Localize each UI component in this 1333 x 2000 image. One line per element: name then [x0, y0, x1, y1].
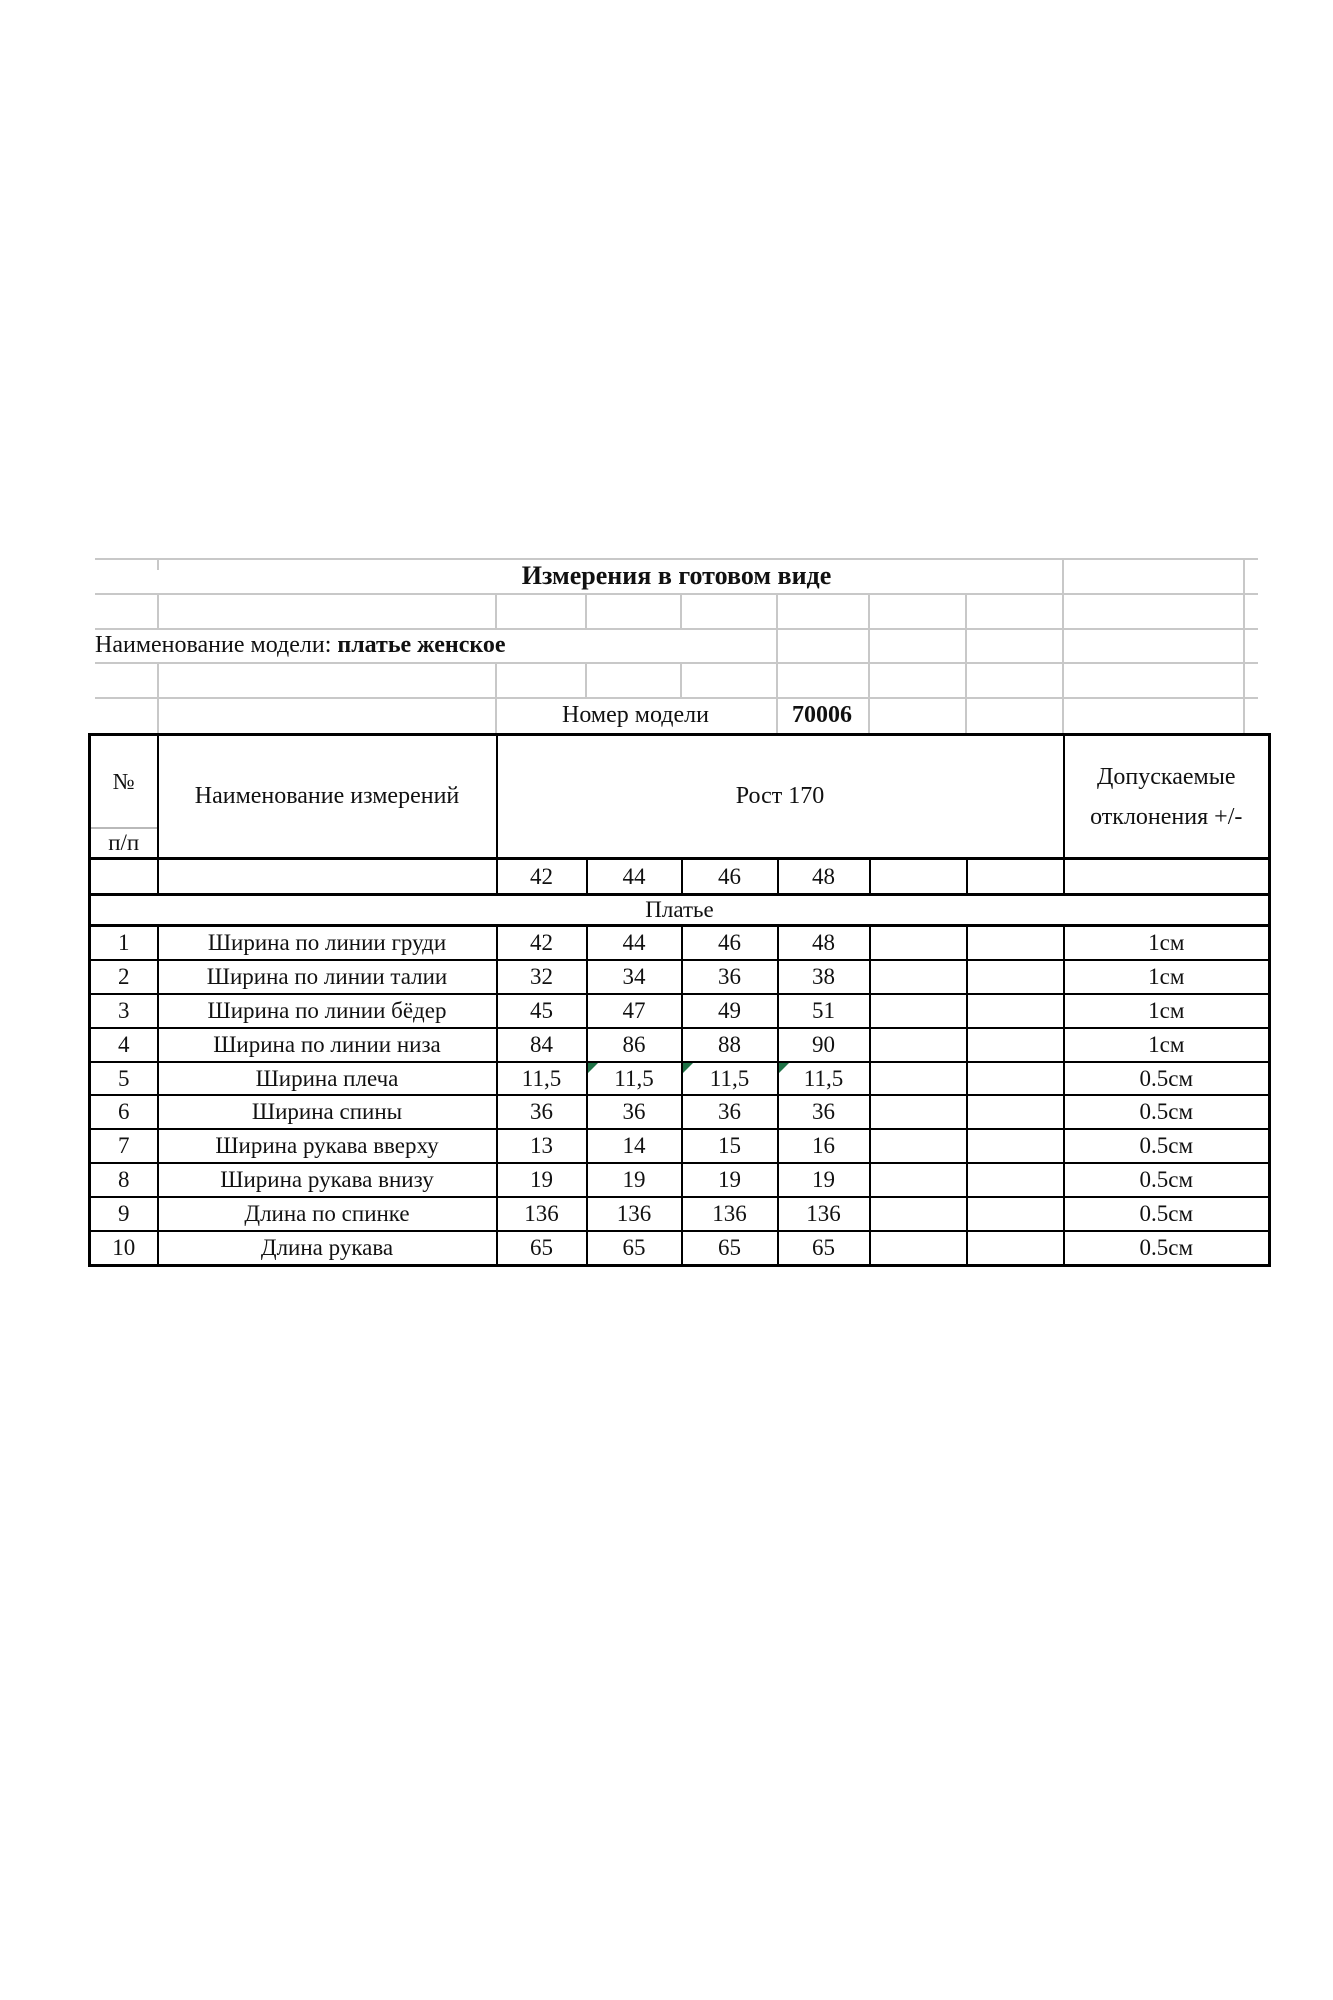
gridline-v — [495, 593, 497, 628]
gridline-v — [776, 662, 778, 697]
size-value-cell: 44 — [587, 926, 682, 960]
table-row — [90, 1231, 1270, 1265]
gridline-v — [776, 593, 778, 628]
size-value-cell: 51 — [778, 994, 870, 1028]
num-header-cell — [90, 735, 158, 859]
size-value-cell: 19 — [682, 1163, 778, 1197]
empty-cell — [870, 1062, 967, 1096]
gridline-v — [585, 593, 587, 628]
size-value-cell: 65 — [778, 1231, 870, 1265]
measurements-table — [88, 733, 1271, 1267]
size-value-cell: 13 — [497, 1129, 587, 1163]
deviation-cell: 0.5см — [1064, 1095, 1270, 1129]
size-value-cell: 65 — [587, 1231, 682, 1265]
green-triangle-indicator — [683, 1063, 693, 1073]
empty-cell — [967, 1095, 1064, 1129]
size-value-cell: 11,5 — [682, 1062, 778, 1096]
gridline-v — [680, 662, 682, 697]
section-row — [90, 895, 1270, 926]
measurement-name-cell: Ширина плеча — [158, 1062, 497, 1096]
size-header-cell: 42 — [497, 859, 587, 895]
size-value-cell: 86 — [587, 1028, 682, 1062]
empty-cell — [90, 859, 158, 895]
size-value-cell: 19 — [587, 1163, 682, 1197]
gridline-v — [1243, 628, 1245, 662]
measurement-name-cell: Ширина по линии низа — [158, 1028, 497, 1062]
size-value-cell: 19 — [778, 1163, 870, 1197]
gridline-v — [680, 593, 682, 628]
measurement-name-cell: Ширина по линии бёдер — [158, 994, 497, 1028]
size-value-cell: 65 — [497, 1231, 587, 1265]
gridline-v — [1062, 662, 1064, 697]
empty-cell — [870, 1231, 967, 1265]
row-number-cell: 8 — [90, 1163, 158, 1197]
gridline-v — [965, 628, 967, 662]
num-header-bottom: п/п — [91, 827, 157, 857]
row-number-cell: 7 — [90, 1129, 158, 1163]
measurement-header-cell: Наименование измерений — [158, 735, 497, 859]
empty-cell — [967, 1062, 1064, 1096]
gridline-v — [868, 662, 870, 697]
gridline-h — [95, 662, 1258, 664]
size-value-cell: 16 — [778, 1129, 870, 1163]
gridline-v — [965, 593, 967, 628]
size-value-cell: 36 — [682, 1095, 778, 1129]
empty-cell — [967, 1231, 1064, 1265]
size-value-cell: 90 — [778, 1028, 870, 1062]
deviation-cell: 1см — [1064, 1028, 1270, 1062]
empty-cell — [870, 926, 967, 960]
size-value-cell: 36 — [778, 1095, 870, 1129]
size-header-cell: 48 — [778, 859, 870, 895]
empty-cell — [870, 1129, 967, 1163]
gridline-v — [1062, 593, 1064, 628]
deviation-header-line1: Допускаемые — [1097, 763, 1236, 790]
measurement-name-cell: Ширина спины — [158, 1095, 497, 1129]
empty-cell — [870, 859, 967, 895]
gridline-v — [776, 628, 778, 662]
size-value-cell: 11,5 — [778, 1062, 870, 1096]
gridline-v — [585, 662, 587, 697]
size-value-cell: 11,5 — [587, 1062, 682, 1096]
table-row — [90, 926, 1270, 960]
size-value-cell: 14 — [587, 1129, 682, 1163]
row-number-cell: 10 — [90, 1231, 158, 1265]
measurement-name-cell: Длина рукава — [158, 1231, 497, 1265]
deviation-cell: 1см — [1064, 960, 1270, 994]
measurement-name-cell: Ширина по линии груди — [158, 926, 497, 960]
empty-cell — [870, 994, 967, 1028]
row-number-cell: 1 — [90, 926, 158, 960]
table-row — [90, 1095, 1270, 1129]
size-value-cell: 45 — [497, 994, 587, 1028]
deviation-header-cell — [1064, 735, 1270, 859]
size-value-cell: 136 — [497, 1197, 587, 1231]
sheet-title: Измерения в готовом виде — [521, 561, 832, 590]
size-value-cell: 36 — [587, 1095, 682, 1129]
gridline-v — [1062, 628, 1064, 662]
measurement-name-cell: Длина по спинке — [158, 1197, 497, 1231]
gridline-v — [868, 628, 870, 662]
empty-cell — [870, 1095, 967, 1129]
table-row — [90, 1163, 1270, 1197]
deviation-cell: 0.5см — [1064, 1197, 1270, 1231]
model-name-row — [95, 628, 506, 662]
green-triangle-indicator — [779, 1063, 789, 1073]
size-header-cell: 44 — [587, 859, 682, 895]
row-number-cell: 2 — [90, 960, 158, 994]
empty-cell — [870, 960, 967, 994]
size-value-cell: 136 — [682, 1197, 778, 1231]
empty-cell — [967, 960, 1064, 994]
empty-cell — [967, 1197, 1064, 1231]
empty-cell — [967, 994, 1064, 1028]
table-row — [90, 1062, 1270, 1096]
section-label-cell: Платье — [90, 895, 1270, 926]
gridline-v — [1243, 593, 1245, 628]
deviation-cell: 0.5см — [1064, 1062, 1270, 1096]
gridline-v — [1243, 662, 1245, 697]
measurement-name-cell: Ширина рукава вверху — [158, 1129, 497, 1163]
size-value-cell: 42 — [497, 926, 587, 960]
gridline-h — [95, 593, 1258, 595]
empty-cell — [1064, 859, 1270, 895]
empty-cell — [967, 1163, 1064, 1197]
deviation-cell: 0.5см — [1064, 1129, 1270, 1163]
gridline-v — [1243, 697, 1245, 733]
empty-cell — [870, 1197, 967, 1231]
gridline-v — [868, 697, 870, 733]
deviation-cell: 0.5см — [1064, 1231, 1270, 1265]
size-header-cell: 46 — [682, 859, 778, 895]
gridline-v — [1062, 697, 1064, 733]
size-value-cell: 136 — [587, 1197, 682, 1231]
gridline-v — [157, 697, 159, 733]
model-name-label: Наименование модели: — [95, 632, 332, 658]
table-row — [90, 994, 1270, 1028]
size-value-cell: 65 — [682, 1231, 778, 1265]
row-number-cell: 5 — [90, 1062, 158, 1096]
size-value-cell: 36 — [682, 960, 778, 994]
model-number-value: 70006 — [792, 702, 852, 728]
empty-cell — [967, 859, 1064, 895]
size-value-cell: 34 — [587, 960, 682, 994]
gridline-v — [965, 697, 967, 733]
table-row — [90, 1129, 1270, 1163]
empty-cell — [967, 926, 1064, 960]
height-header-cell: Рост 170 — [497, 735, 1064, 859]
deviation-header-line2: отклонения +/- — [1090, 803, 1243, 830]
size-value-cell: 46 — [682, 926, 778, 960]
size-value-cell: 136 — [778, 1197, 870, 1231]
size-value-cell: 84 — [497, 1028, 587, 1062]
size-value-cell: 48 — [778, 926, 870, 960]
deviation-cell: 0.5см — [1064, 1163, 1270, 1197]
gridline-v — [157, 593, 159, 628]
deviation-cell: 1см — [1064, 994, 1270, 1028]
gridline-v — [495, 662, 497, 697]
measurement-name-cell: Ширина рукава внизу — [158, 1163, 497, 1197]
size-value-cell: 38 — [778, 960, 870, 994]
empty-cell — [967, 1129, 1064, 1163]
size-value-cell: 47 — [587, 994, 682, 1028]
size-value-cell: 88 — [682, 1028, 778, 1062]
measurement-name-cell: Ширина по линии талии — [158, 960, 497, 994]
model-number-label: Номер модели — [562, 702, 709, 728]
gridline-v — [868, 593, 870, 628]
green-triangle-indicator — [588, 1063, 598, 1073]
size-value-cell: 36 — [497, 1095, 587, 1129]
gridline-v — [965, 662, 967, 697]
model-name-value: платье женское — [337, 632, 506, 658]
table-row — [90, 1028, 1270, 1062]
empty-cell — [870, 1163, 967, 1197]
empty-cell — [870, 1028, 967, 1062]
deviation-cell: 1см — [1064, 926, 1270, 960]
empty-cell — [967, 1028, 1064, 1062]
size-value-cell: 19 — [497, 1163, 587, 1197]
size-value-cell: 32 — [497, 960, 587, 994]
row-number-cell: 4 — [90, 1028, 158, 1062]
row-number-cell: 9 — [90, 1197, 158, 1231]
table-row — [90, 1197, 1270, 1231]
row-number-cell: 3 — [90, 994, 158, 1028]
row-number-cell: 6 — [90, 1095, 158, 1129]
size-header-row — [90, 859, 1270, 895]
empty-cell — [158, 859, 497, 895]
size-value-cell: 11,5 — [497, 1062, 587, 1096]
size-value-cell: 49 — [682, 994, 778, 1028]
size-value-cell: 15 — [682, 1129, 778, 1163]
table-header-row — [90, 735, 1270, 859]
table-row — [90, 960, 1270, 994]
num-header-top: № — [112, 768, 135, 794]
gridline-v — [157, 662, 159, 697]
